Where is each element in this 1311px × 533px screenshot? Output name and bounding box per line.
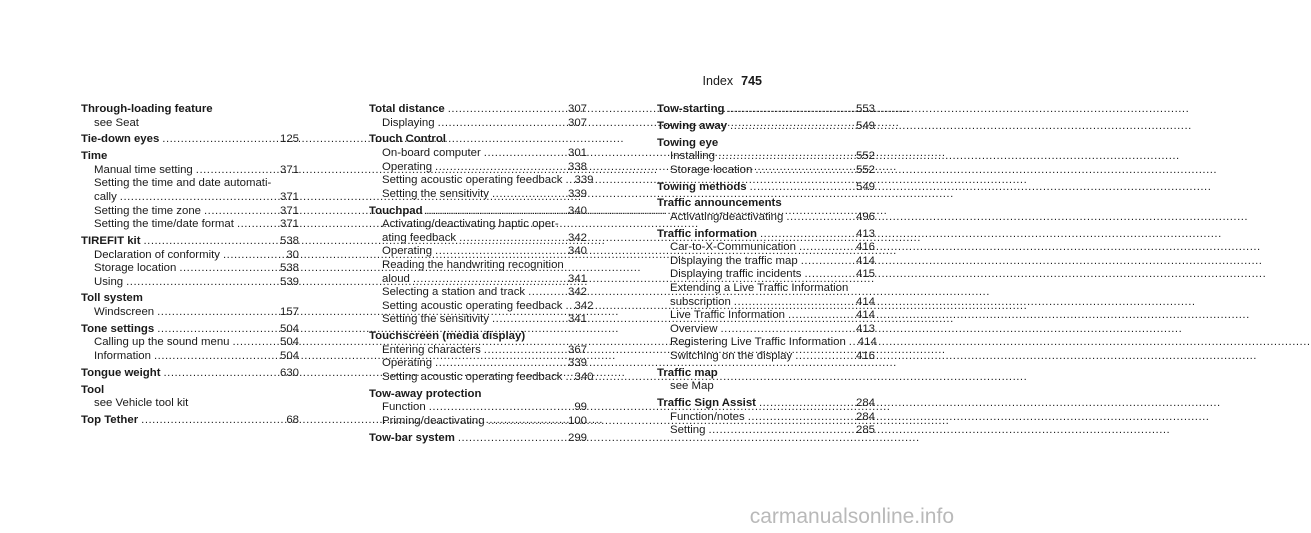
header-label: Index xyxy=(702,74,734,88)
dot-leader xyxy=(162,133,277,147)
sub-entry xyxy=(369,188,587,202)
sub-entry-text: Priming/deactivating xyxy=(382,414,485,427)
index-heading xyxy=(657,367,875,381)
index-heading-text: Time xyxy=(81,150,108,163)
dot-leader xyxy=(528,286,565,300)
page-reference[interactable]: 301 xyxy=(567,146,587,159)
sub-entry-text: Entering characters xyxy=(382,343,481,356)
page-reference[interactable]: 416 xyxy=(855,350,875,363)
sub-entry xyxy=(81,117,299,131)
dot-leader xyxy=(484,344,565,358)
index-heading xyxy=(369,133,587,147)
dot-leader xyxy=(154,350,277,364)
page-reference[interactable]: 100 xyxy=(567,414,587,427)
dot-leader xyxy=(492,313,565,327)
dot-leader xyxy=(126,276,277,290)
sub-entry xyxy=(657,164,875,178)
sub-entry xyxy=(369,147,587,161)
sub-entry xyxy=(369,245,587,259)
index-heading xyxy=(369,330,587,344)
dot-leader xyxy=(799,241,853,255)
dot-leader xyxy=(179,262,277,276)
index-heading xyxy=(657,181,875,195)
dot-leader xyxy=(484,147,565,161)
page-reference[interactable]: 342 xyxy=(574,299,594,312)
sub-entry xyxy=(369,357,587,371)
sub-entry xyxy=(657,296,875,310)
sub-entry xyxy=(657,150,875,164)
index-heading-text: TIREFIT kit xyxy=(81,234,141,247)
dot-leader xyxy=(708,424,853,438)
dot-leader xyxy=(804,268,853,282)
sub-entry-text: Storage location xyxy=(94,262,177,275)
index-entry xyxy=(657,397,875,438)
page-header xyxy=(703,74,762,89)
page-reference[interactable]: 414 xyxy=(855,254,875,267)
page-reference[interactable]: 630 xyxy=(279,366,299,379)
page-reference[interactable]: 415 xyxy=(855,268,875,281)
index-heading xyxy=(81,384,299,398)
sub-entry-text: Function/notes xyxy=(670,410,745,423)
sub-entry xyxy=(81,276,299,290)
page-reference[interactable]: 341 xyxy=(567,272,587,285)
index-column-1 xyxy=(81,103,299,431)
sub-entry xyxy=(369,286,587,300)
dot-leader xyxy=(565,371,571,385)
sub-entry-text: Calling up the sound menu xyxy=(94,336,230,349)
sub-entry xyxy=(657,241,875,255)
dot-leader xyxy=(157,306,277,320)
sub-entry xyxy=(369,174,594,188)
index-heading-text: Tool xyxy=(81,383,105,396)
dot-leader xyxy=(755,164,853,178)
sub-entry-text: Extending a Live Traffic Information xyxy=(670,282,849,295)
dot-leader xyxy=(435,161,565,175)
sub-entry-text: Operating xyxy=(382,357,433,370)
sub-entry-text: Setting the time/date format xyxy=(94,218,234,231)
sub-entry xyxy=(657,380,875,394)
index-heading xyxy=(657,228,875,242)
sub-entry-text: Setting the sensitivity xyxy=(382,187,489,200)
dot-leader xyxy=(730,120,853,134)
index-entry xyxy=(81,384,299,411)
dot-leader xyxy=(435,357,565,371)
page-reference[interactable]: 538 xyxy=(279,262,299,275)
index-heading xyxy=(81,323,299,337)
page-reference[interactable]: 413 xyxy=(855,322,875,335)
page-reference[interactable]: 371 xyxy=(279,218,299,231)
dot-leader xyxy=(720,323,853,337)
sub-entry xyxy=(369,232,587,246)
index-heading-text: Traffic information xyxy=(657,227,757,240)
sub-entry-text: Activating/deactivating haptic oper- xyxy=(382,218,559,231)
dot-leader xyxy=(565,174,571,188)
dot-leader xyxy=(786,211,853,225)
sub-entry-text: Operating xyxy=(382,245,433,258)
index-entry xyxy=(369,330,594,384)
index-heading xyxy=(81,414,299,428)
sub-entry xyxy=(369,273,587,287)
sub-entry xyxy=(369,299,594,314)
dot-leader xyxy=(196,164,277,178)
page-reference[interactable]: 504 xyxy=(279,350,299,363)
page-reference[interactable]: 416 xyxy=(855,241,875,254)
dot-leader xyxy=(759,397,853,411)
sub-entry xyxy=(81,205,299,219)
sub-entry xyxy=(81,218,299,232)
sub-entry xyxy=(81,249,299,263)
sub-entry-text: Switching on the display xyxy=(670,350,793,363)
dot-leader xyxy=(728,103,853,117)
sub-entry xyxy=(657,336,875,350)
dot-leader xyxy=(223,249,283,263)
index-heading xyxy=(657,120,875,134)
sub-entry xyxy=(657,350,875,364)
sub-entry-text: Windscreen xyxy=(94,306,155,319)
index-heading xyxy=(81,292,299,306)
sub-entry-text: Reading the handwriting recognition xyxy=(382,258,564,271)
index-heading xyxy=(81,367,299,381)
sub-entry xyxy=(81,306,299,320)
sub-entry-text: Displaying xyxy=(382,116,435,129)
index-heading xyxy=(657,397,875,411)
sub-entry xyxy=(657,255,875,269)
sub-entry-text: Function xyxy=(382,401,426,414)
index-heading-text: Tow-bar system xyxy=(369,431,455,444)
page-reference[interactable]: 284 xyxy=(855,397,875,410)
index-entry xyxy=(81,133,299,147)
index-entry xyxy=(657,137,875,178)
dot-leader xyxy=(750,181,853,195)
index-heading xyxy=(369,205,587,219)
index-entry xyxy=(81,103,299,130)
page-reference[interactable]: 371 xyxy=(279,204,299,217)
index-heading xyxy=(657,137,875,151)
page-reference[interactable]: 307 xyxy=(567,103,587,115)
page-reference[interactable]: 307 xyxy=(567,116,587,129)
index-entry xyxy=(81,235,299,289)
sub-entry-text: Manual time setting xyxy=(94,163,193,176)
dot-leader xyxy=(435,245,565,259)
page-reference[interactable]: 367 xyxy=(567,343,587,356)
sub-entry-text: Setting xyxy=(670,424,706,437)
sub-entry xyxy=(657,323,875,337)
dot-leader xyxy=(143,235,277,249)
index-heading-text: Toll system xyxy=(81,292,143,305)
page-reference[interactable]: 414 xyxy=(855,295,875,308)
sub-entry xyxy=(81,350,299,364)
sub-entry xyxy=(657,424,875,438)
sub-entry-text: Setting acoustic operating feedback xyxy=(382,299,563,312)
dot-leader xyxy=(459,232,565,246)
page-reference[interactable]: 30 xyxy=(286,248,299,261)
page-reference[interactable]: 539 xyxy=(279,275,299,288)
page-reference[interactable]: 340 xyxy=(567,204,587,217)
sub-entry xyxy=(657,411,875,425)
index-heading-text: Tone settings xyxy=(81,322,155,335)
dot-leader xyxy=(748,411,853,425)
dot-leader xyxy=(565,300,571,314)
index-heading-text: Top Tether xyxy=(81,413,139,426)
watermark: carmanualsonline.info xyxy=(749,505,954,528)
sub-entry-text: Declaration of conformity xyxy=(94,248,220,261)
index-column-2 xyxy=(369,103,594,448)
index-heading-text: Traffic announcements xyxy=(657,197,782,210)
page-reference[interactable]: 338 xyxy=(567,160,587,173)
index-entry xyxy=(369,103,587,130)
sub-entry xyxy=(369,344,587,358)
sub-entry-text: Car-to-X-Communication xyxy=(670,241,796,254)
page-reference[interactable]: 504 xyxy=(279,336,299,349)
sub-entry xyxy=(369,415,587,429)
page-reference[interactable]: 339 xyxy=(567,187,587,200)
index-entry xyxy=(657,228,875,364)
index-entry xyxy=(81,367,299,381)
page-reference[interactable]: 339 xyxy=(567,357,587,370)
dot-leader xyxy=(438,117,565,131)
sub-entry-text: see Seat xyxy=(94,116,139,129)
dot-leader xyxy=(488,415,565,429)
sub-entry xyxy=(369,401,587,415)
sub-entry-text: Displaying the traffic map xyxy=(670,254,798,267)
sub-entry xyxy=(81,336,299,350)
sub-entry xyxy=(81,164,299,178)
sub-entry-text: Setting acoustic operating feedback xyxy=(382,174,563,187)
dot-leader xyxy=(458,432,565,446)
dot-leader xyxy=(760,228,853,242)
dot-leader xyxy=(413,273,565,287)
sub-entry-text: Setting the time zone xyxy=(94,204,202,217)
index-heading-text: Tongue weight xyxy=(81,366,161,379)
sub-entry xyxy=(81,262,299,276)
page-reference[interactable]: 284 xyxy=(855,410,875,423)
page-reference[interactable]: 125 xyxy=(279,133,299,146)
sub-entry xyxy=(369,117,587,131)
page-reference[interactable]: 341 xyxy=(567,313,587,326)
dot-leader xyxy=(849,336,855,350)
sub-entry-text: Setting acoustic operating feedback xyxy=(382,370,563,383)
page-reference[interactable]: 414 xyxy=(855,309,875,322)
sub-entry xyxy=(657,211,875,225)
sub-entry-text: Using xyxy=(94,275,124,288)
sub-entry-text: see Vehicle tool kit xyxy=(94,397,189,410)
sub-entry-text: Overview xyxy=(670,322,718,335)
sub-entry xyxy=(369,161,587,175)
page-reference[interactable]: 342 xyxy=(567,286,587,299)
index-entry xyxy=(657,367,875,394)
dot-leader xyxy=(734,296,853,310)
sub-entry-text: Activating/deactivating xyxy=(670,210,784,223)
page-reference[interactable]: 99 xyxy=(574,401,587,414)
sub-entry-text: ating feedback xyxy=(382,231,457,244)
sub-entry-text: see Map xyxy=(670,380,714,393)
sub-entry xyxy=(81,397,299,411)
page-reference[interactable]: 339 xyxy=(574,174,594,187)
page-reference[interactable]: 414 xyxy=(857,336,877,349)
index-heading-text: Traffic Sign Assist xyxy=(657,397,756,410)
sub-entry-text: Setting the sensitivity xyxy=(382,313,489,326)
sub-entry-text: subscription xyxy=(670,295,731,308)
sub-entry-text: Operating xyxy=(382,160,433,173)
page-reference[interactable]: 157 xyxy=(279,306,299,319)
page-reference[interactable]: 413 xyxy=(855,227,875,240)
index-entry xyxy=(81,150,299,232)
page-reference[interactable]: 552 xyxy=(855,150,875,163)
page-number: 745 xyxy=(741,74,762,88)
sub-entry xyxy=(657,268,875,282)
sub-entry xyxy=(369,370,594,385)
page-reference[interactable]: 342 xyxy=(567,231,587,244)
page-reference[interactable]: 285 xyxy=(855,424,875,437)
index-heading xyxy=(81,133,299,147)
sub-entry-text: Displaying traffic incidents xyxy=(670,268,802,281)
index-column-3 xyxy=(657,103,875,441)
index-heading xyxy=(657,197,875,211)
index-entry xyxy=(369,388,587,429)
dot-leader xyxy=(164,367,277,381)
index-entry xyxy=(369,133,594,201)
index-heading xyxy=(369,432,587,446)
sub-entry-text: Selecting a station and track xyxy=(382,286,526,299)
dot-leader xyxy=(788,309,853,323)
index-heading-text: Tow-starting xyxy=(657,103,725,115)
index-heading-text: Touchpad xyxy=(369,204,423,217)
index-heading xyxy=(657,103,875,117)
index-heading-text: Through-loading feature xyxy=(81,103,213,115)
dot-leader xyxy=(801,255,853,269)
sub-entry-text: Setting the time and date automati- xyxy=(94,177,272,190)
dot-leader xyxy=(448,103,565,117)
index-heading xyxy=(369,103,587,117)
page-reference[interactable]: 496 xyxy=(855,210,875,223)
index-entry xyxy=(369,432,587,446)
page-reference[interactable]: 299 xyxy=(567,431,587,444)
page-reference[interactable]: 68 xyxy=(286,413,299,426)
index-entry xyxy=(657,103,875,117)
page-reference[interactable]: 553 xyxy=(855,103,875,115)
index-entry xyxy=(81,414,299,428)
dot-leader xyxy=(795,350,853,364)
index-heading-text: Towing away xyxy=(657,119,728,132)
sub-entry-text: Information xyxy=(94,350,151,363)
page-reference[interactable]: 340 xyxy=(574,370,594,383)
index-heading-text: Towing eye xyxy=(657,136,719,149)
dot-leader xyxy=(426,205,565,219)
index-heading xyxy=(369,388,587,402)
sub-entry-text: Registering Live Traffic Information xyxy=(670,336,846,349)
index-entry xyxy=(81,292,299,319)
dot-leader xyxy=(157,323,277,337)
index-heading-text: Touch Control xyxy=(369,133,446,146)
page-reference[interactable]: 371 xyxy=(279,163,299,176)
sub-entry-text: Storage location xyxy=(670,163,753,176)
dot-leader xyxy=(204,205,277,219)
sub-entry-text: Live Traffic Information xyxy=(670,309,786,322)
sub-entry xyxy=(657,309,875,323)
page-reference[interactable]: 549 xyxy=(855,119,875,132)
dot-leader xyxy=(429,401,572,415)
index-entry xyxy=(657,120,875,134)
sub-entry xyxy=(81,191,299,205)
sub-entry-text: On-board computer xyxy=(382,146,481,159)
dot-leader xyxy=(237,218,277,232)
index-heading-text: Tow-away protection xyxy=(369,387,482,400)
index-entry xyxy=(657,181,875,195)
page-reference[interactable]: 549 xyxy=(855,180,875,193)
dot-leader xyxy=(120,191,277,205)
page-reference[interactable]: 504 xyxy=(279,322,299,335)
index-heading xyxy=(81,150,299,164)
page-reference[interactable]: 552 xyxy=(855,163,875,176)
index-entry xyxy=(81,323,299,364)
page-reference[interactable]: 538 xyxy=(279,234,299,247)
sub-entry-text: aloud xyxy=(382,272,410,285)
sub-entry xyxy=(369,313,587,327)
index-heading-text: Tie-down eyes xyxy=(81,133,160,146)
dot-leader xyxy=(718,150,853,164)
index-heading-text: Traffic map xyxy=(657,366,718,379)
dot-leader xyxy=(233,336,277,350)
index-heading-text: Touchscreen (media display) xyxy=(369,330,526,343)
index-heading xyxy=(81,103,299,117)
index-heading-text: Towing methods xyxy=(657,180,747,193)
page-reference[interactable]: 340 xyxy=(567,245,587,258)
dot-leader xyxy=(492,188,565,202)
sub-entry-text: cally xyxy=(94,190,117,203)
index-entry xyxy=(369,204,594,327)
dot-leader xyxy=(141,414,283,428)
sub-entry-text: Installing xyxy=(670,150,715,163)
page-reference[interactable]: 371 xyxy=(279,190,299,203)
index-entry xyxy=(657,197,875,224)
index-heading-text: Total distance xyxy=(369,103,445,115)
index-heading xyxy=(81,235,299,249)
